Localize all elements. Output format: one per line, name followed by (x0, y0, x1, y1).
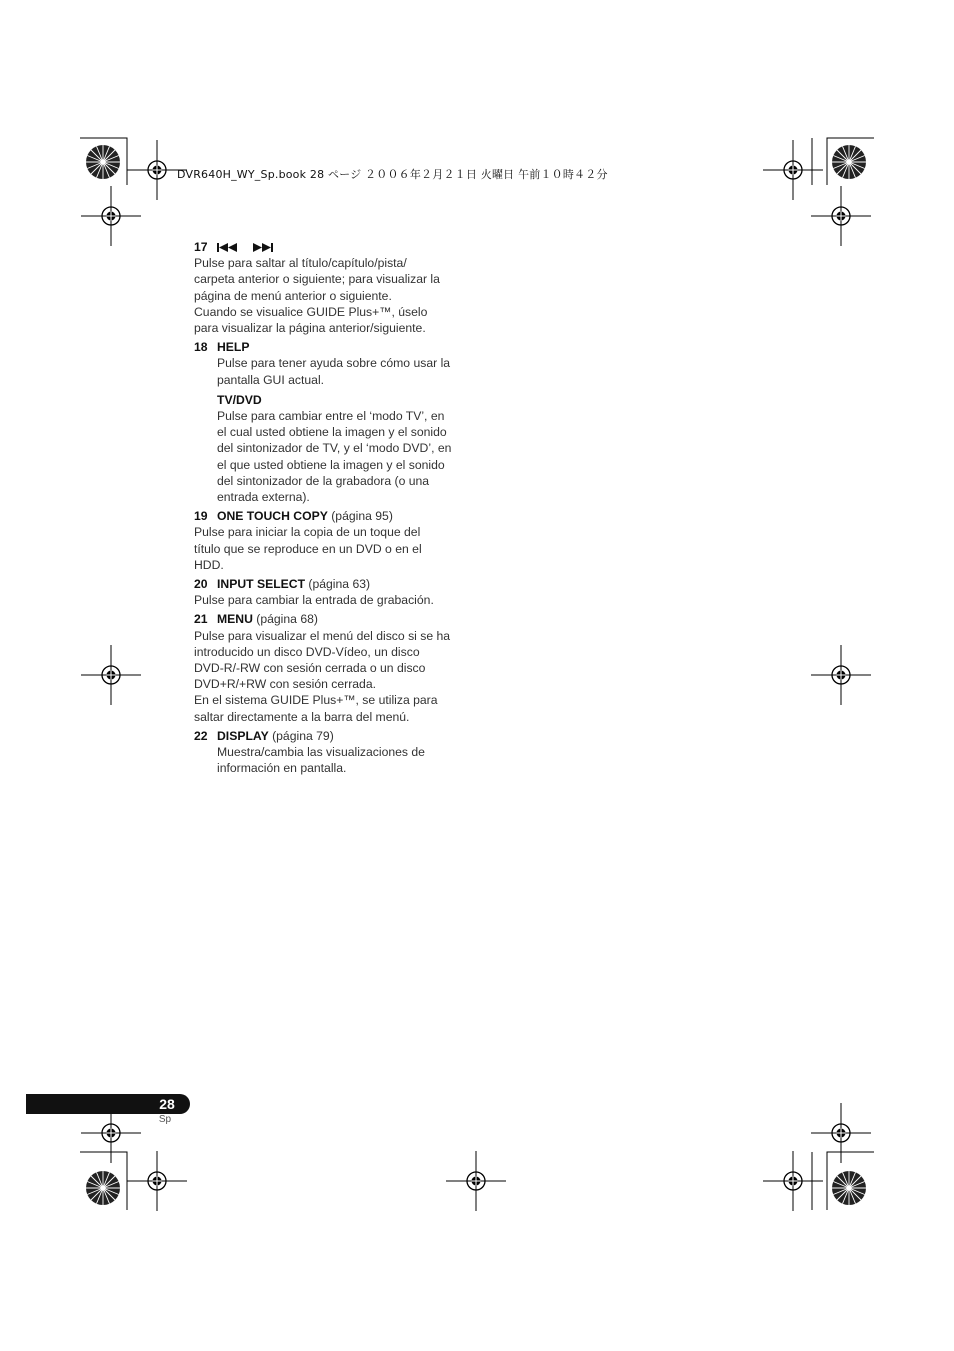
entry-21 (194, 611, 472, 724)
skip-previous-icon (217, 243, 241, 252)
entry-21-line: En el sistema GUIDE Plus+™, se utiliza para (194, 693, 438, 708)
entry-title: MENU (217, 612, 253, 627)
entry-number: 18 (194, 340, 208, 355)
entry-18-line: pantalla GUI actual. (217, 372, 325, 387)
entry-title: ONE TOUCH COPY (217, 509, 328, 524)
entry-number: 21 (194, 612, 208, 627)
entry-22 (194, 728, 472, 777)
page-reference: (página 95) (327, 509, 393, 524)
button-descriptions (194, 239, 472, 780)
entry-number: 22 (194, 728, 208, 743)
entry-17-line: Cuando se visualice GUIDE Plus+™, úselo (194, 304, 428, 319)
page-reference: (página 63) (305, 577, 371, 592)
entry-19 (194, 508, 472, 573)
entry-21-line: DVD+R/+RW con sesión cerrada. (194, 677, 376, 692)
entry-22-line: Muestra/cambia las visualizaciones de (217, 745, 425, 760)
entry-18-line: Pulse para tener ayuda sobre cómo usar la (217, 356, 451, 371)
page-language: Sp (158, 1114, 172, 1125)
entry-20 (194, 576, 472, 608)
entry-18-sub-line: el cual usted obtiene la imagen y el sonido (217, 425, 447, 440)
entry-18-sub-line: entrada externa). (217, 490, 310, 505)
entry-number: 19 (194, 509, 208, 524)
entry-17-line: carpeta anterior o siguiente; para visualizar la (194, 272, 440, 287)
entry-18-sub-line: del sintonizador de la grabadora (o una (217, 473, 430, 488)
entry-18 (194, 339, 472, 505)
entry-21-line: introducido un disco DVD-Vídeo, un disco (194, 644, 420, 659)
entry-title: DISPLAY (217, 728, 269, 743)
page-reference: (página 79) (268, 728, 334, 743)
skip-next-icon (251, 243, 275, 252)
entry-17-line: página de menú anterior o siguiente. (194, 288, 392, 303)
entry-19-line: HDD. (194, 557, 224, 572)
entry-title: HELP (217, 340, 250, 355)
page-reference: (página 68) (252, 612, 318, 627)
entry-17-line: para visualizar la página anterior/siguiente. (194, 321, 426, 336)
entry-19-line: Pulse para iniciar la copia de un toque del (194, 525, 421, 540)
entry-21-line: Pulse para visualizar el menú del disco si se ha (194, 628, 451, 643)
entry-21-line: DVD-R/-RW con sesión cerrada o un disco (194, 661, 426, 676)
entry-number: 17 (194, 240, 208, 254)
entry-number: 20 (194, 577, 208, 592)
entry-19-line: título que se reproduce en un DVD o en el (194, 541, 422, 556)
page-number: 28 (159, 1096, 175, 1112)
entry-17 (194, 239, 472, 336)
entry-22-line: información en pantalla. (217, 761, 347, 776)
print-header: DVR640H_WY_Sp.book 28 ページ ２００６年２月２１日 火曜日 午前１０時４２分 (177, 168, 608, 181)
entry-21-line: saltar directamente a la barra del menú. (194, 709, 410, 724)
entry-20-line: Pulse para cambiar la entrada de grabación. (194, 593, 434, 608)
entry-subtitle: TV/DVD (217, 392, 262, 407)
entry-title: INPUT SELECT (217, 577, 306, 592)
entry-18-sub-line: Pulse para cambiar entre el ‘modo TV’, en (217, 409, 445, 424)
entry-18-sub-line: del sintonizador de TV, y el ‘modo DVD’, en (217, 441, 452, 456)
entry-18-sub-line: el que usted obtiene la imagen y el sonido (217, 457, 445, 472)
entry-17-line: Pulse para saltar al título/capítulo/pista/ (194, 256, 407, 271)
